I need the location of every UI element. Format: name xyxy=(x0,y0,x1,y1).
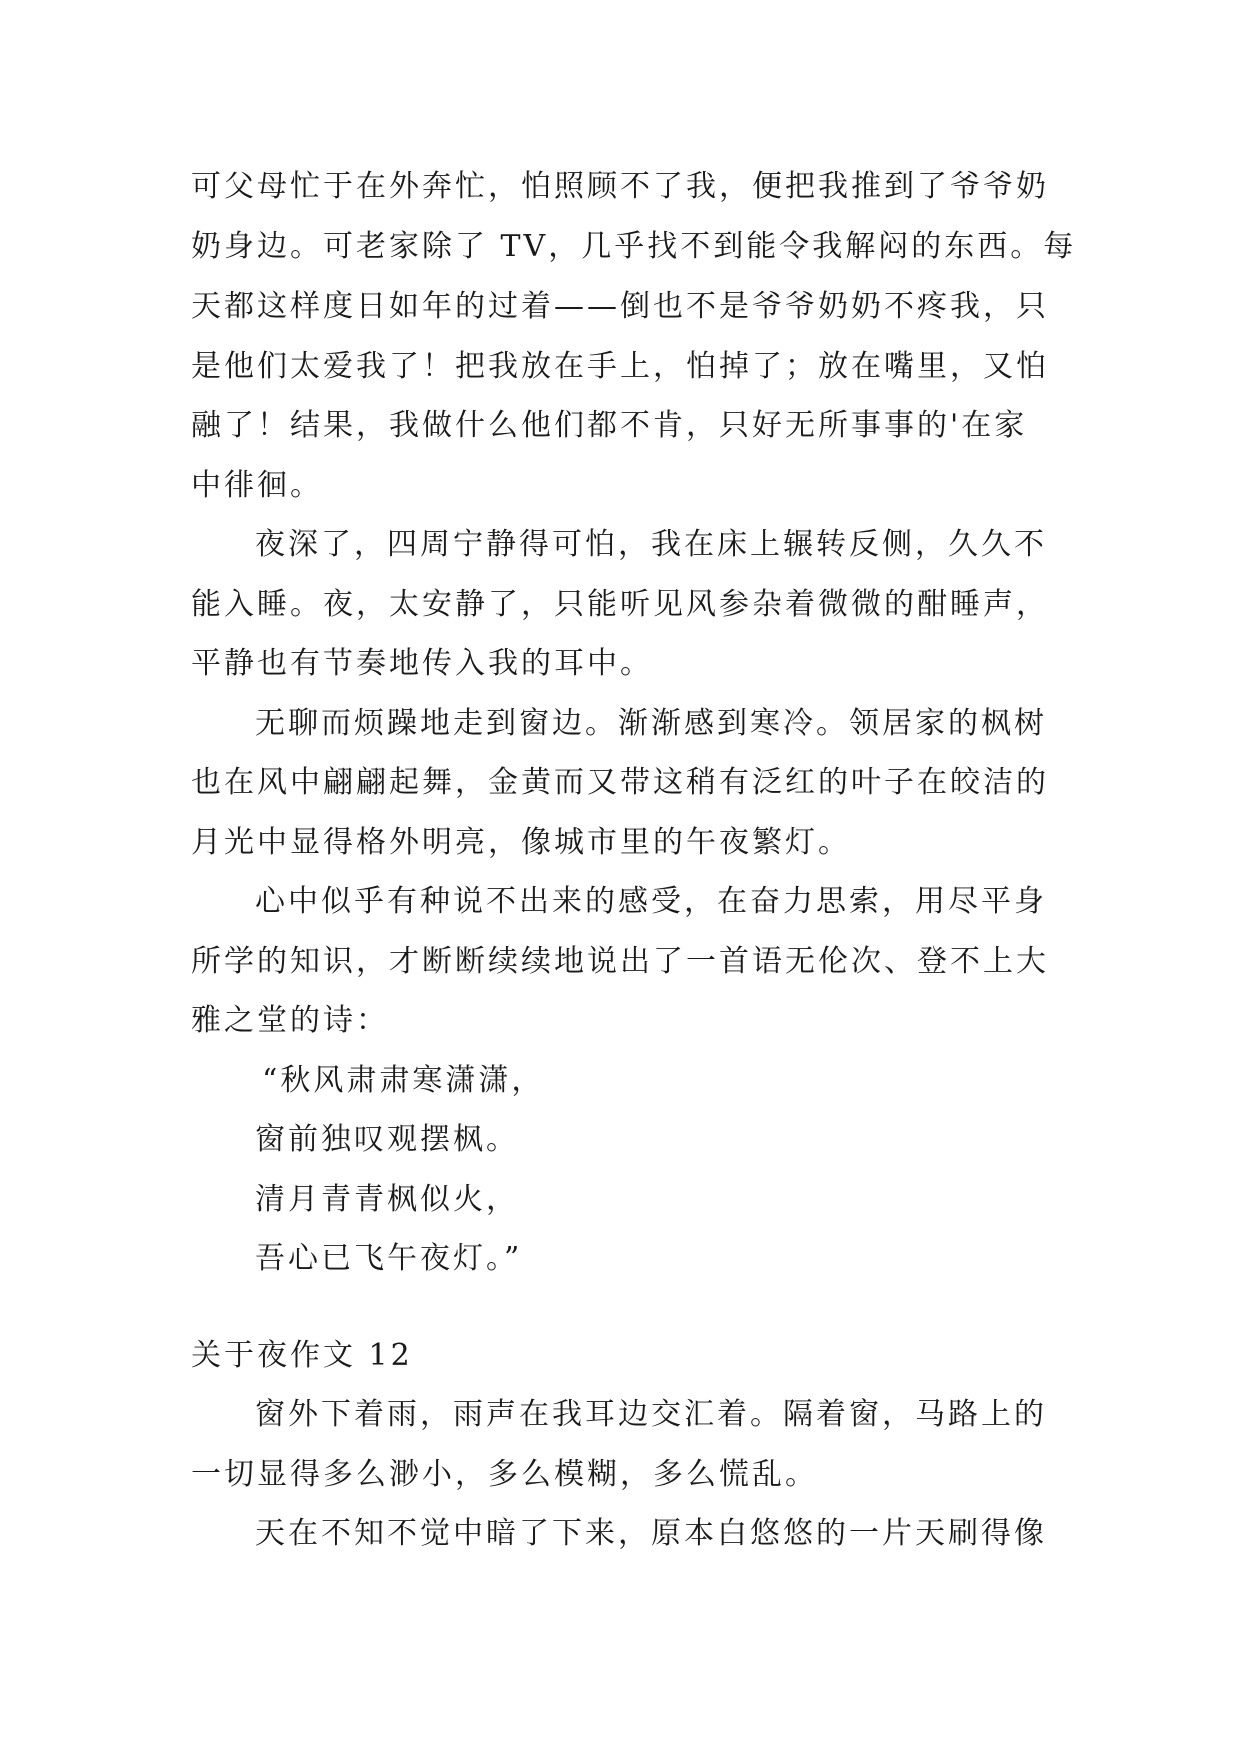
poem-line: 窗前独叹观摆枫。 xyxy=(255,1122,519,1157)
text-line: 也在风中翩翩起舞，金黄而又带这稍有泛红的叶子在皎洁的 xyxy=(191,765,1049,800)
text-line: 融了！结果，我做什么他们都不肯，只好无所事事的'在家 xyxy=(191,408,1028,443)
text-line: 天在不知不觉中暗了下来，原本白悠悠的一片天刷得像 xyxy=(255,1516,1047,1551)
poem-line: 吾心已飞午夜灯。” xyxy=(255,1241,523,1276)
text-line: 月光中显得格外明亮，像城市里的午夜繁灯。 xyxy=(191,825,851,860)
text-line: 窗外下着雨，雨声在我耳边交汇着。隔着窗，马路上的 xyxy=(255,1397,1047,1432)
text-line: 天都这样度日如年的过着——倒也不是爷爷奶奶不疼我，只 xyxy=(191,289,1049,324)
text-line: 无聊而烦躁地走到窗边。渐渐感到寒冷。领居家的枫树 xyxy=(255,706,1047,741)
poem-line: “秋风肃肃寒潇潇， xyxy=(262,1063,545,1098)
text-line: 所学的知识，才断断续续地说出了一首语无伦次、登不上大 xyxy=(191,944,1049,979)
text-line: 夜深了，四周宁静得可怕，我在床上辗转反侧，久久不 xyxy=(255,527,1047,562)
text-line: 奶身边。可老家除了 TV，几乎找不到能令我解闷的东西。每 xyxy=(191,229,1077,264)
text-line: 能入睡。夜，太安静了，只能听见风参杂着微微的酣睡声， xyxy=(191,587,1049,622)
text-line: 雅之堂的诗： xyxy=(191,1003,389,1038)
text-line: 一切显得多么渺小，多么模糊，多么慌乱。 xyxy=(191,1457,818,1492)
text-line: 中徘徊。 xyxy=(191,468,323,503)
text-line: 可父母忙于在外奔忙，怕照顾不了我，便把我推到了爷爷奶 xyxy=(191,169,1049,204)
text-line: 平静也有节奏地传入我的耳中。 xyxy=(191,646,653,681)
text-line: 是他们太爱我了！把我放在手上，怕掉了；放在嘴里，又怕 xyxy=(191,349,1049,384)
text-line: 心中似乎有种说不出来的感受，在奋力思索，用尽平身 xyxy=(255,884,1047,919)
section-heading: 关于夜作文 12 xyxy=(191,1338,413,1373)
poem-line: 清月青青枫似火， xyxy=(255,1182,519,1217)
